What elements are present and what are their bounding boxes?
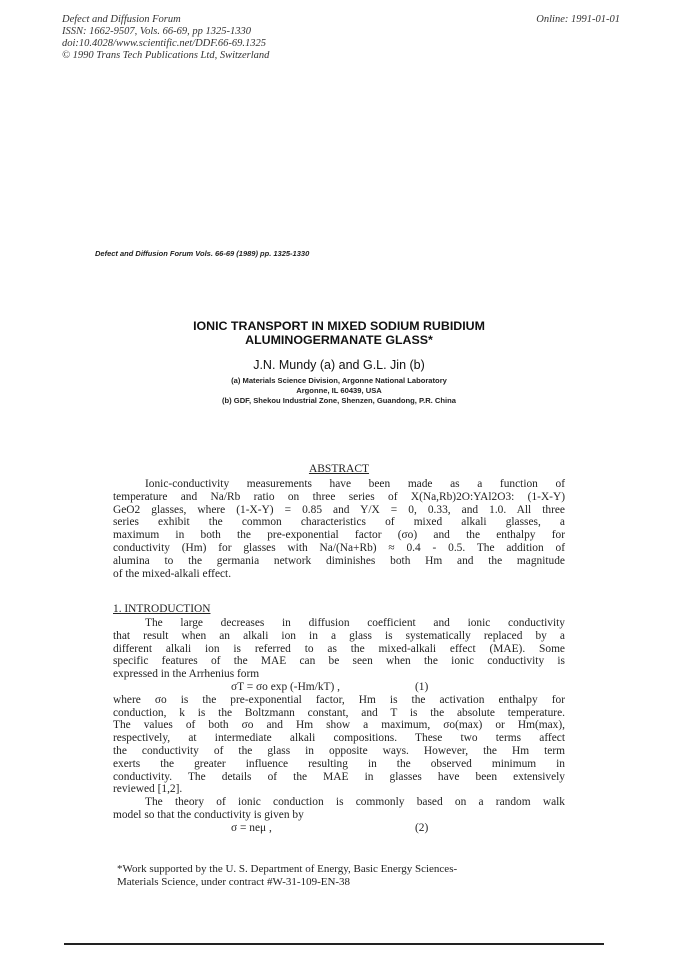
footer-rule (64, 943, 604, 945)
intro-line: The large decreases in diffusion coefficient and ionic conductivity (145, 617, 565, 629)
intro-line: The values of both σo and Hm show a maximum, σo(max) or Hm(max), (113, 719, 565, 732)
abstract-line: series exhibit the common characteristics of mixed alkali glasses, a (113, 516, 565, 529)
equation-1 (113, 681, 565, 694)
authors: J.N. Mundy (a) and G.L. Jin (b) (253, 358, 425, 372)
abstract-line: of the mixed-alkali effect. (113, 567, 232, 580)
abstract-heading: ABSTRACT (308, 463, 370, 475)
journal-citation: Defect and Diffusion Forum Vols. 66-69 (1989) pp. 1325-1330 (95, 249, 310, 258)
intro-line: expressed in the Arrhenius form (113, 668, 260, 681)
abstract-line: GeO2 glasses, where (1-X-Y) = 0.85 and Y/X = 0, 0.33, and 1.0. All three (113, 503, 565, 516)
copyright-line: © 1990 Trans Tech Publications Ltd, Switzerland (62, 50, 270, 61)
intro-line: model so that the conductivity is given by (113, 808, 304, 821)
intro-line: reviewed [1,2]. (113, 783, 183, 796)
footnote (117, 863, 565, 889)
intro-line: respectively, at intermediate alkali compositions. These two terms affect (113, 732, 565, 745)
intro-line: conduction, k is the Boltzmann constant, and T is the absolute temperature. (113, 706, 565, 719)
abstract-line: maximum in both the pre-exponential factor (σo) and the enthalpy for (113, 529, 565, 542)
abstract-line: alumina to the germania network diminishes both Hm and the magnitude (113, 554, 565, 567)
equation-2 (113, 822, 565, 835)
journal-name: Defect and Diffusion Forum (62, 14, 181, 25)
intro-line: different alkali ion is referred to as the mixed-alkali effect (MAE). Some (113, 642, 565, 655)
equation-2-formula: σ = neμ , (231, 821, 272, 834)
section-heading-introduction: 1. INTRODUCTION (113, 603, 211, 615)
equation-1-number: (1) (415, 680, 429, 693)
abstract-line: conductivity (Hm) for glasses with Na/(Na+Rb) ≈ 0.4 - 0.5. The addition of (113, 541, 565, 554)
abstract-line: temperature and Na/Rb ratio on three series of X(Na,Rb)2O:YAl2O3: (1-X-Y) (113, 490, 565, 503)
abstract-body (113, 478, 565, 580)
intro-line: that result when an alkali ion in a glass is systematically replaced by a (113, 629, 565, 642)
intro-line: exerts the greater influence resulting in the observed minimum in (113, 757, 565, 770)
intro-line: conductivity. The details of the MAE in glasses have been extensively (113, 770, 565, 783)
abstract-line: Ionic-conductivity measurements have been made as a function of (145, 478, 565, 490)
intro-line: The theory of ionic conduction is commonly based on a random walk (145, 796, 565, 809)
introduction-body (113, 617, 565, 835)
footnote-line-1: *Work supported by the U. S. Department of Energy, Basic Energy Sciences- (117, 863, 458, 875)
intro-line: specific features of the MAE can be seen when the ionic conductivity is (113, 655, 565, 668)
equation-2-number: (2) (415, 821, 429, 834)
paper-title (0, 319, 678, 347)
affiliations (0, 376, 678, 406)
affiliation-a-address: Argonne, IL 60439, USA (296, 386, 382, 395)
title-line-1: IONIC TRANSPORT IN MIXED SODIUM RUBIDIUM (193, 319, 485, 333)
online-date: Online: 1991-01-01 (536, 14, 620, 25)
doi-link[interactable]: doi:10.4028/www.scientific.net/DDF.66-69.1325 (62, 38, 267, 49)
affiliation-a: (a) Materials Science Division, Argonne National Laboratory (231, 376, 447, 385)
intro-line: where σo is the pre-exponential factor, Hm is the activation enthalpy for (113, 693, 565, 706)
equation-1-formula: σT = σo exp (-Hm/kT) , (231, 680, 340, 693)
affiliation-b: (b) GDF, Shekou Industrial Zone, Shenzen, Guandong, P.R. China (221, 396, 456, 405)
title-line-2: ALUMINOGERMANATE GLASS* (245, 333, 433, 347)
issn-line: ISSN: 1662-9507, Vols. 66-69, pp 1325-1330 (62, 26, 251, 37)
intro-line: the conductivity of the glass in opposite ways. However, the Hm term (113, 744, 565, 757)
footnote-line-2: Materials Science, under contract #W-31-109-EN-38 (117, 876, 351, 888)
publication-header (62, 14, 269, 62)
